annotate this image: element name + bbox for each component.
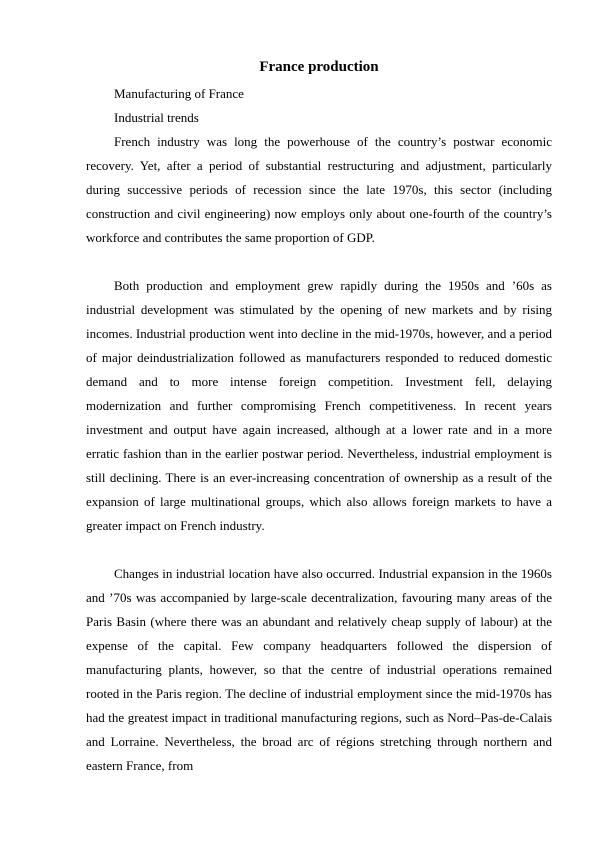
paragraph-intro: French industry was long the powerhouse of the country’s postwar economic recovery. Yet, after a period of substantial restructuring and adjustment, particularly during successive periods of recession since the late 1970s, this sector (including construction and civil engineering) now employs only about one-fourth of the country’s workforce and contributes the same proportion of GDP. [86, 134, 552, 245]
paragraph-spacer [86, 250, 552, 274]
paragraph-industrial-location: Changes in industrial location have also occurred. Industrial expansion in the 1960s and ’70s was accompanied by large-scale decentralization, favouring many areas of the Paris Basin (where there was an abundant and relatively cheap supply of labour) at the expense of the capital. Few company headquarters followed the dispersion of manufacturing plants, however, so that the centre of industrial operations remained rooted in the Paris region. The decline of industrial employment since the mid-1970s has had the greatest impact in traditional manufacturing regions, such as Nord–Pas-de-Calais and Lorraine. Nevertheless, the broad arc of régions stretching through northern and eastern France, from [86, 566, 552, 773]
subheading-manufacturing: Manufacturing of France [114, 86, 244, 101]
paragraph-spacer [86, 538, 552, 562]
subheading-industrial-trends: Industrial trends [114, 110, 199, 125]
page-title: France production [259, 59, 379, 75]
document-page [86, 56, 552, 778]
paragraph-production-employment: Both production and employment grew rapidly during the 1950s and ’60s as industrial development was stimulated by the opening of new markets and by rising incomes. Industrial production went into decline in the mid-1970s, however, and a period of major deindustrialization followed as manufacturers responded to reduced domestic demand and to more intense foreign competition. Investment fell, delaying modernization and further compromising French competitiveness. In recent years investment and output have again increased, although at a lower rate and in a more erratic fashion than in the earlier postwar period. Nevertheless, industrial employment is still declining. There is an ever-increasing concentration of ownership as a result of the expansion of large multinational groups, which also allows foreign markets to have a greater impact on French industry. [86, 278, 552, 533]
